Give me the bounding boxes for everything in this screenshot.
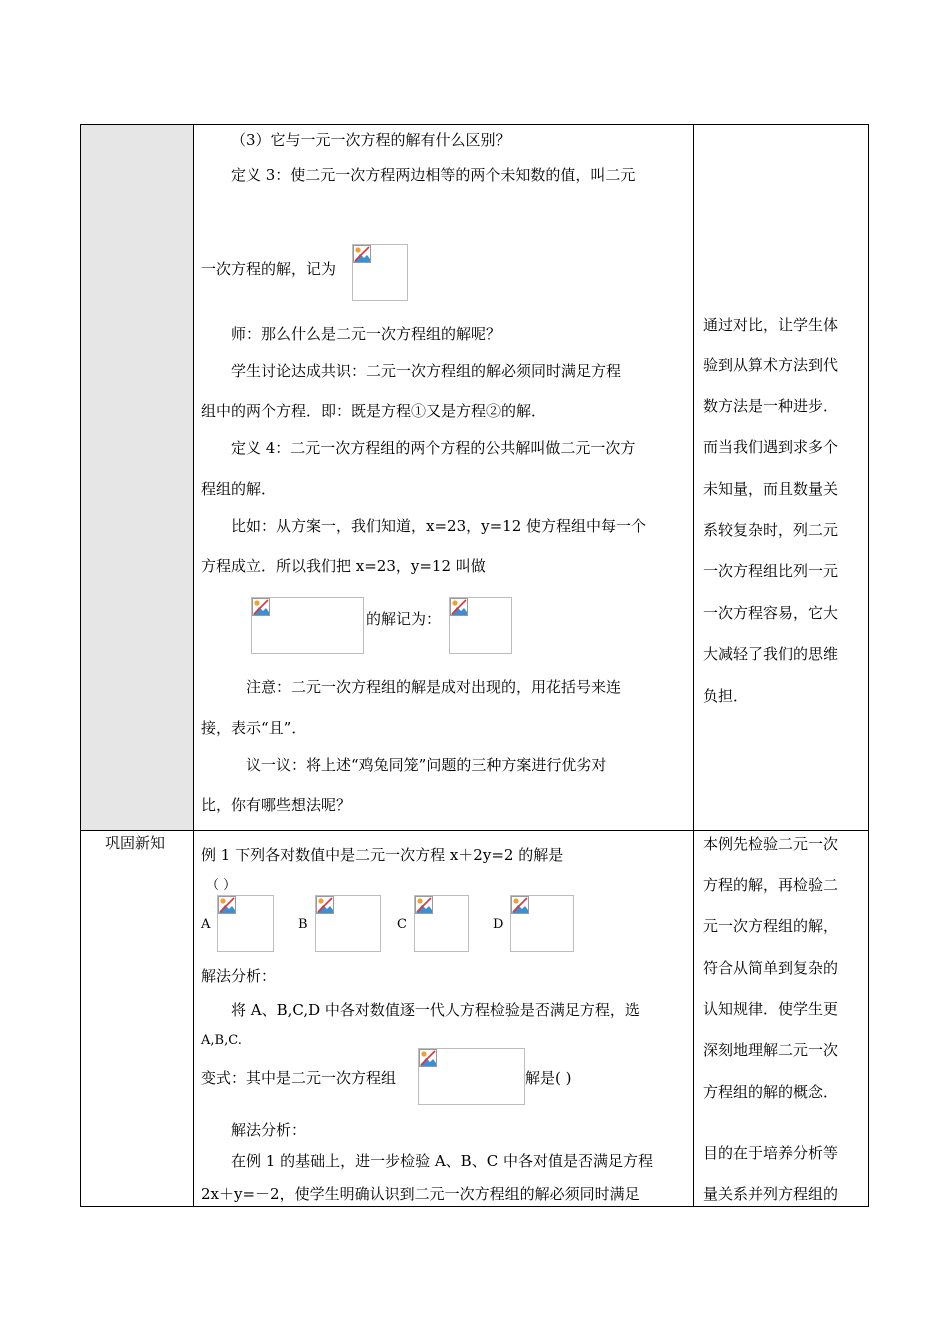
definition-3-line1: 定义 3：使二元一次方程两边相等的两个未知数的值，叫二元 [231, 166, 636, 184]
broken-image-icon [415, 896, 433, 914]
variant-text: 变式：其中是二元一次方程组 [201, 1069, 397, 1087]
row1-right-line: 而当我们遇到求多个 [703, 438, 839, 456]
column-divider-1 [193, 125, 194, 1206]
option-b-label: B [298, 917, 308, 932]
row1-right-line: 通过对比，让学生体 [703, 316, 839, 334]
row1-right-line: 未知量，而且数量关 [703, 480, 839, 498]
option-c-label: C [397, 917, 407, 932]
analysis-1-title: 解法分析： [201, 967, 277, 985]
row1-right-line: 负担． [703, 687, 749, 705]
row-divider [81, 830, 868, 831]
student-consensus-line1: 学生讨论达成共识：二元一次方程组的解必须同时满足方程 [231, 362, 622, 380]
definition-4-line1: 定义 4：二元一次方程组的两个方程的公共解叫做二元一次方 [231, 439, 636, 457]
broken-image-icon [218, 896, 236, 914]
definition-3-line2: 一次方程的解，记为 [201, 260, 337, 278]
row1-right-line: 数方法是一种进步． [703, 397, 839, 415]
variant-answer: 解是( ) [525, 1069, 572, 1087]
row1-right-line: 系较复杂时，列二元 [703, 521, 839, 539]
formula-image [352, 244, 408, 301]
row2-right-line: 深刻地理解二元一次 [703, 1041, 839, 1059]
option-a-image [217, 895, 274, 952]
discuss-line1: 议一议：将上述“鸡兔同笼”问题的三种方案进行优劣对 [246, 756, 607, 774]
column-divider-2 [693, 125, 694, 1206]
broken-image-icon [419, 1049, 437, 1067]
row2-right-line: 方程组的解的概念． [703, 1083, 839, 1101]
analysis-1-line2: A,B,C. [201, 1033, 242, 1048]
row1-right-line: 大减轻了我们的思维 [703, 645, 839, 663]
note-line2: 接，表示“且”． [201, 719, 307, 737]
row2-right-line: 元一次方程组的解， [703, 917, 839, 935]
row1-left-cell [81, 125, 193, 830]
row2-right-line: 量关系并列方程组的 [703, 1185, 839, 1203]
example-1: 例 1 下列各对数值中是二元一次方程 x＋2y=2 的解是 [201, 846, 564, 864]
answer-paren: （ ） [206, 878, 237, 893]
lesson-table [80, 124, 869, 1207]
row1-right-line: 一次方程容易，它大 [703, 604, 839, 622]
note-line1: 注意：二元一次方程组的解是成对出现的，用花括号来连 [246, 678, 622, 696]
row2-right-line: 认知规律．使学生更 [703, 1000, 839, 1018]
teacher-question: 师：那么什么是二元一次方程组的解呢？ [231, 325, 502, 343]
broken-image-icon [450, 598, 468, 616]
row1-right-line: 一次方程组比列一元 [703, 562, 839, 580]
discuss-line2: 比，你有哪些想法呢？ [201, 796, 352, 814]
definition-4-line2: 程组的解． [201, 480, 277, 498]
option-d-image [510, 895, 574, 952]
example-line2: 方程成立．所以我们把 x=23，y=12 叫做 [201, 557, 486, 575]
row1-right-line: 验到从算术方法到代 [703, 356, 839, 374]
broken-image-icon [252, 598, 270, 616]
question-3: （3）它与一元一次方程的解有什么区别？ [231, 131, 511, 149]
broken-image-icon [316, 896, 334, 914]
equation-system-image [251, 597, 364, 654]
analysis-1-line1: 将 A、B,C,D 中各对数值逐一代人方程检验是否满足方程，选 [231, 1001, 640, 1019]
section-label: 巩固新知 [105, 834, 166, 852]
example-line1: 比如：从方案一，我们知道，x=23，y=12 使方程组中每一个 [231, 517, 647, 535]
solution-image [449, 597, 512, 654]
analysis-2-title: 解法分析： [231, 1121, 307, 1139]
analysis-2-line2: 2x＋y=－2，使学生明确认识到二元一次方程组的解必须同时满足 [201, 1185, 640, 1203]
broken-image-icon [511, 896, 529, 914]
row2-right-line: 方程的解，再检验二 [703, 876, 839, 894]
row2-right-line: 目的在于培养分析等 [703, 1144, 839, 1162]
row2-right-line: 符合从简单到复杂的 [703, 959, 839, 977]
student-consensus-line2: 组中的两个方程．即：既是方程①又是方程②的解． [201, 402, 547, 420]
broken-image-icon [353, 245, 371, 263]
row2-right-line: 本例先检验二元一次 [703, 835, 839, 853]
option-c-image [414, 895, 469, 952]
option-b-image [315, 895, 381, 952]
analysis-2-line1: 在例 1 的基础上，进一步检验 A、B、C 中各对值是否满足方程 [231, 1152, 653, 1170]
option-a-label: A [201, 917, 211, 932]
variant-system-image [418, 1048, 525, 1105]
option-d-label: D [493, 917, 504, 932]
solution-note: 的解记为： [366, 610, 442, 628]
